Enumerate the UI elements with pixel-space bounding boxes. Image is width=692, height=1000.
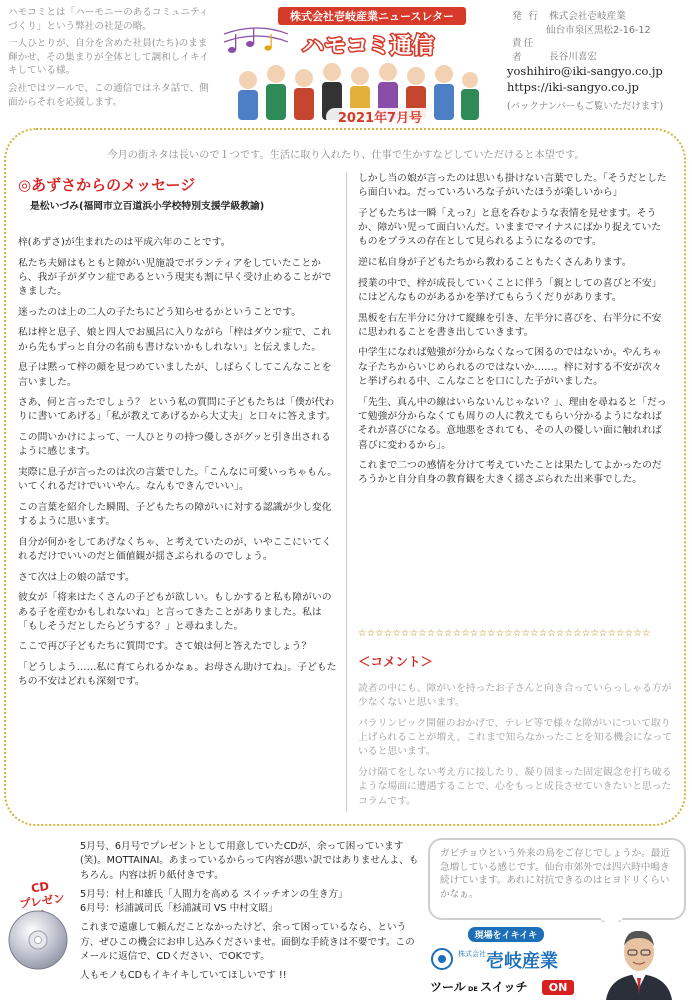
paragraph: 迷ったのは上の二人の子たちにどう知らせるかということです。	[18, 306, 302, 318]
cd-label: CD	[30, 878, 50, 896]
intro-line: 会社ではツールで、この通信ではネタ話で、側面からそれを応援します。	[8, 82, 209, 108]
present-item: 6月号：杉浦誠司氏「杉浦誠司 VS 中村文昭」	[80, 903, 278, 915]
logo-name: 壱岐産業	[486, 951, 558, 972]
logo-tagline: 現場をイキイキ	[474, 931, 538, 941]
paragraph: 私は梓と息子、娘と四人でお風呂に入りながら「梓はダウン症で、これから先もずっと自分の名前も書けないかもしれない」と伝えました。	[18, 327, 332, 353]
paragraph: ここで再び子どもたちに質問です。さて娘は何と答えたでしょう？	[18, 641, 312, 653]
editor-label: 責任者	[512, 38, 536, 63]
paragraph: 中学生になれば勉強が分からなくなって困るのではないか。やんちゃな子たちからいじめられるのではないか……。梓に対する不安が次々と挙げられる中、こんなことを口にした子がいました。	[358, 347, 662, 388]
banner-issue: 2021年7月号	[337, 111, 423, 126]
backnumber-note: (バックナンバーもご覧いただけます)	[507, 101, 664, 112]
article-left-column	[18, 236, 338, 696]
paragraph: この言葉を紹介した瞬間、子どもたちの障がいに対する認識が少し変化するように思います。	[18, 501, 332, 528]
newsletter-banner	[218, 4, 484, 130]
paragraph: 逆に私自身が子どもたちから教わることもたくさんあります。	[358, 257, 632, 269]
publisher-info	[512, 10, 688, 64]
paragraph: 黒板を右左半分に分けて縦線を引き、左半分に喜びを、右半分に不安に思われることを書き出していきます。	[358, 312, 662, 338]
paragraph: しかし当の娘が言ったのは思いも掛けない言葉でした。「そうだとしたら面白いね。だっていろいろな子がいたほうが楽しいから」	[358, 173, 667, 199]
author-portrait-image	[592, 922, 686, 1000]
paragraph: 実際に息子が言ったのは次の言葉でした。「こんなに可愛いっちゃもん。いてくれるだけでいいやん。なんもできんでいい」。	[18, 466, 337, 493]
banner-company: 株式会社壱岐産業ニュースレター	[289, 10, 455, 23]
cd-disc-icon	[6, 908, 70, 972]
present-item: 5月号：村上和雄氏「人間力を高める スイッチオンの生き方」	[80, 888, 348, 900]
article-right-column	[358, 172, 670, 494]
banner-title: ハモコミ通信	[301, 34, 435, 59]
comment-paragraph: 読者の中にも、障がいを持ったお子さんと向き合っていらっしゃる方が少なくないと思います。	[358, 683, 672, 709]
paragraph: 梓(あずさ)が生まれたのは平成六年のことです。	[18, 237, 231, 248]
comment-paragraph: 分け隔てをしない考え方に接したり、凝り固まった固定観念を打ち破るような場面に遭遇することで、心をもっと成長させていきたいと思ったコラムです。	[358, 767, 672, 807]
paragraph: これまで二つの感情を分けて考えていたことは果たしてよかったのだろうかと自分自身の教育観を大きく揺さぶられた出来事でした。	[358, 460, 662, 486]
slogan-on: ON	[548, 981, 568, 994]
intro-line: 一人ひとりが、自分を含めた社員(たち)のまま輝かせ、その集まりが全体として調和しイキイキしている様。	[8, 38, 209, 77]
slogan-de: DE	[468, 985, 478, 993]
paragraph: 「どうしよう……私に育てられるかなぁ。お母さん助けてね」。子どもたちの不安はどれも深刻です。	[18, 661, 337, 688]
article-author: 是松いづみ(福岡市立百道浜小学校特別支援学級教諭)	[30, 201, 265, 212]
paragraph: 授業の中で、梓が成長していくことに伴う「親としての喜びと不安」にはどんなものがあるかを挙げてもらうくだりがあります。	[358, 277, 662, 303]
slogan-switch: スイッチ	[480, 980, 528, 994]
paragraph: 子どもたちは一瞬「えっ?」と息を呑むような表情を見せます。そうか、障がい児って面白いんだ。いままでマイナスにばかり捉えていたものをプラスの存在として見られるようになるのです。	[358, 207, 662, 248]
column-divider	[346, 172, 347, 812]
lead-text: 今月の街ネタは長いので１つです。生活に取り入れたり、仕事で生かすなどしていただけると本望です。	[107, 150, 585, 161]
website-link[interactable]: https://iki-sangyo.co.jp	[507, 80, 639, 94]
issuer-label: 発 行	[512, 11, 541, 22]
paragraph: さあ、何と言ったでしょう？ という私の質問に子どもたちは「僕が代わりに書いてあげる」「私が教えてあげるから大丈夫」と口々に答えます。	[18, 397, 336, 423]
present-paragraph: 5月号、6月号でプレゼントとして用意していたCDが、余って困っています(笑)。MOTTAINAI。あまっているからって内容が悪い訳ではありませんよ、もちろん。内容は折り紙付きです。	[80, 841, 419, 881]
header-intro	[8, 6, 213, 113]
star-separator: ☆☆☆☆☆☆☆☆☆☆☆☆☆☆☆☆☆☆☆☆☆☆☆☆☆☆☆☆☆☆☆☆☆☆	[358, 628, 651, 639]
paragraph: 息子は黙って梓の顔を見つめていましたが、しばらくしてこんなことを言いました。	[18, 362, 332, 388]
comment-heading: ＜コメント＞	[358, 654, 434, 669]
slogan-tool: ツール	[430, 980, 466, 994]
paragraph: この問いかけによって、一人ひとりの持つ優しさがグッと引き出されるように感じます。	[18, 432, 331, 458]
present-label: プレゼント	[18, 890, 66, 912]
paragraph: 自分が何かをしてあげなくちゃ、と考えていたのが、いやここにいてくれるだけでいいのだと価値観が揺さぶられるのでしょう。	[18, 536, 332, 563]
present-notice	[80, 840, 424, 989]
address: 仙台市泉区黒松2-16-12	[546, 24, 651, 36]
paragraph: 「先生、真ん中の線はいらないんじゃない？」、理由を尋ねると「だって勉強が分からなくても周りの人に教えてもらい分かるようになればそれが喜びになる。意地悪をされても、その人の優しい面に触れれば喜びに変わるから」。	[358, 396, 667, 451]
comment-body	[358, 682, 674, 815]
paragraph: 彼女が「将来はたくさんの子どもが欲しい。もしかすると私も障がいのある子を産むかもしれないね」と言ってきたことがありました。私は「もしそうだとしたらどうする？」と尋ねました。	[18, 592, 332, 632]
email-link[interactable]: yoshihiro@iki-sangyo.co.jp	[507, 64, 663, 78]
paragraph: さて次は上の娘の話です。	[18, 571, 135, 583]
present-closing: 人もモノもCDもイキイキしていてほしいです !!	[80, 970, 287, 982]
intro-line: ハモコミとは「ハーモニーのあるコミュニティづくり」という弊社の社是の略。	[8, 7, 209, 32]
comment-paragraph: パラリンピック開催のおかげで、テレビ等で様々な障がいについて取り上げられることが増え、これまで知らなかったことを知る機会になっていると思います。	[358, 717, 673, 758]
editor: 長谷川喜宏	[549, 51, 598, 63]
logo-mark-icon	[432, 949, 452, 969]
company-logo	[428, 925, 584, 997]
present-paragraph: これまで遠慮して頼んだことなかったけど、余って困っているなら、という方、ぜひこの機会にお申し込みくださいませ。面倒な手続きは不要です。このメールに返信で、CDください、でOKです。	[80, 922, 415, 963]
issuer: 株式会社壱岐産業	[549, 11, 626, 22]
paragraph: 私たち夫婦はもともと障がい児施設でボランティアをしていたことから、我が子がダウン症であるという現実も割に早く受け止めることができました。	[18, 257, 332, 298]
logo-corp: 株式会社	[458, 950, 486, 958]
bubble-text: ガビチョウという外来の鳥をご存じでしょうか。最近急増している感じです。仙台市郊外では四六時中鳴き続けています。あれに対抗できるのはヒヨドリくらいかなぁ。	[440, 848, 670, 900]
article-title: ◎あずさからのメッセージ	[18, 176, 196, 194]
